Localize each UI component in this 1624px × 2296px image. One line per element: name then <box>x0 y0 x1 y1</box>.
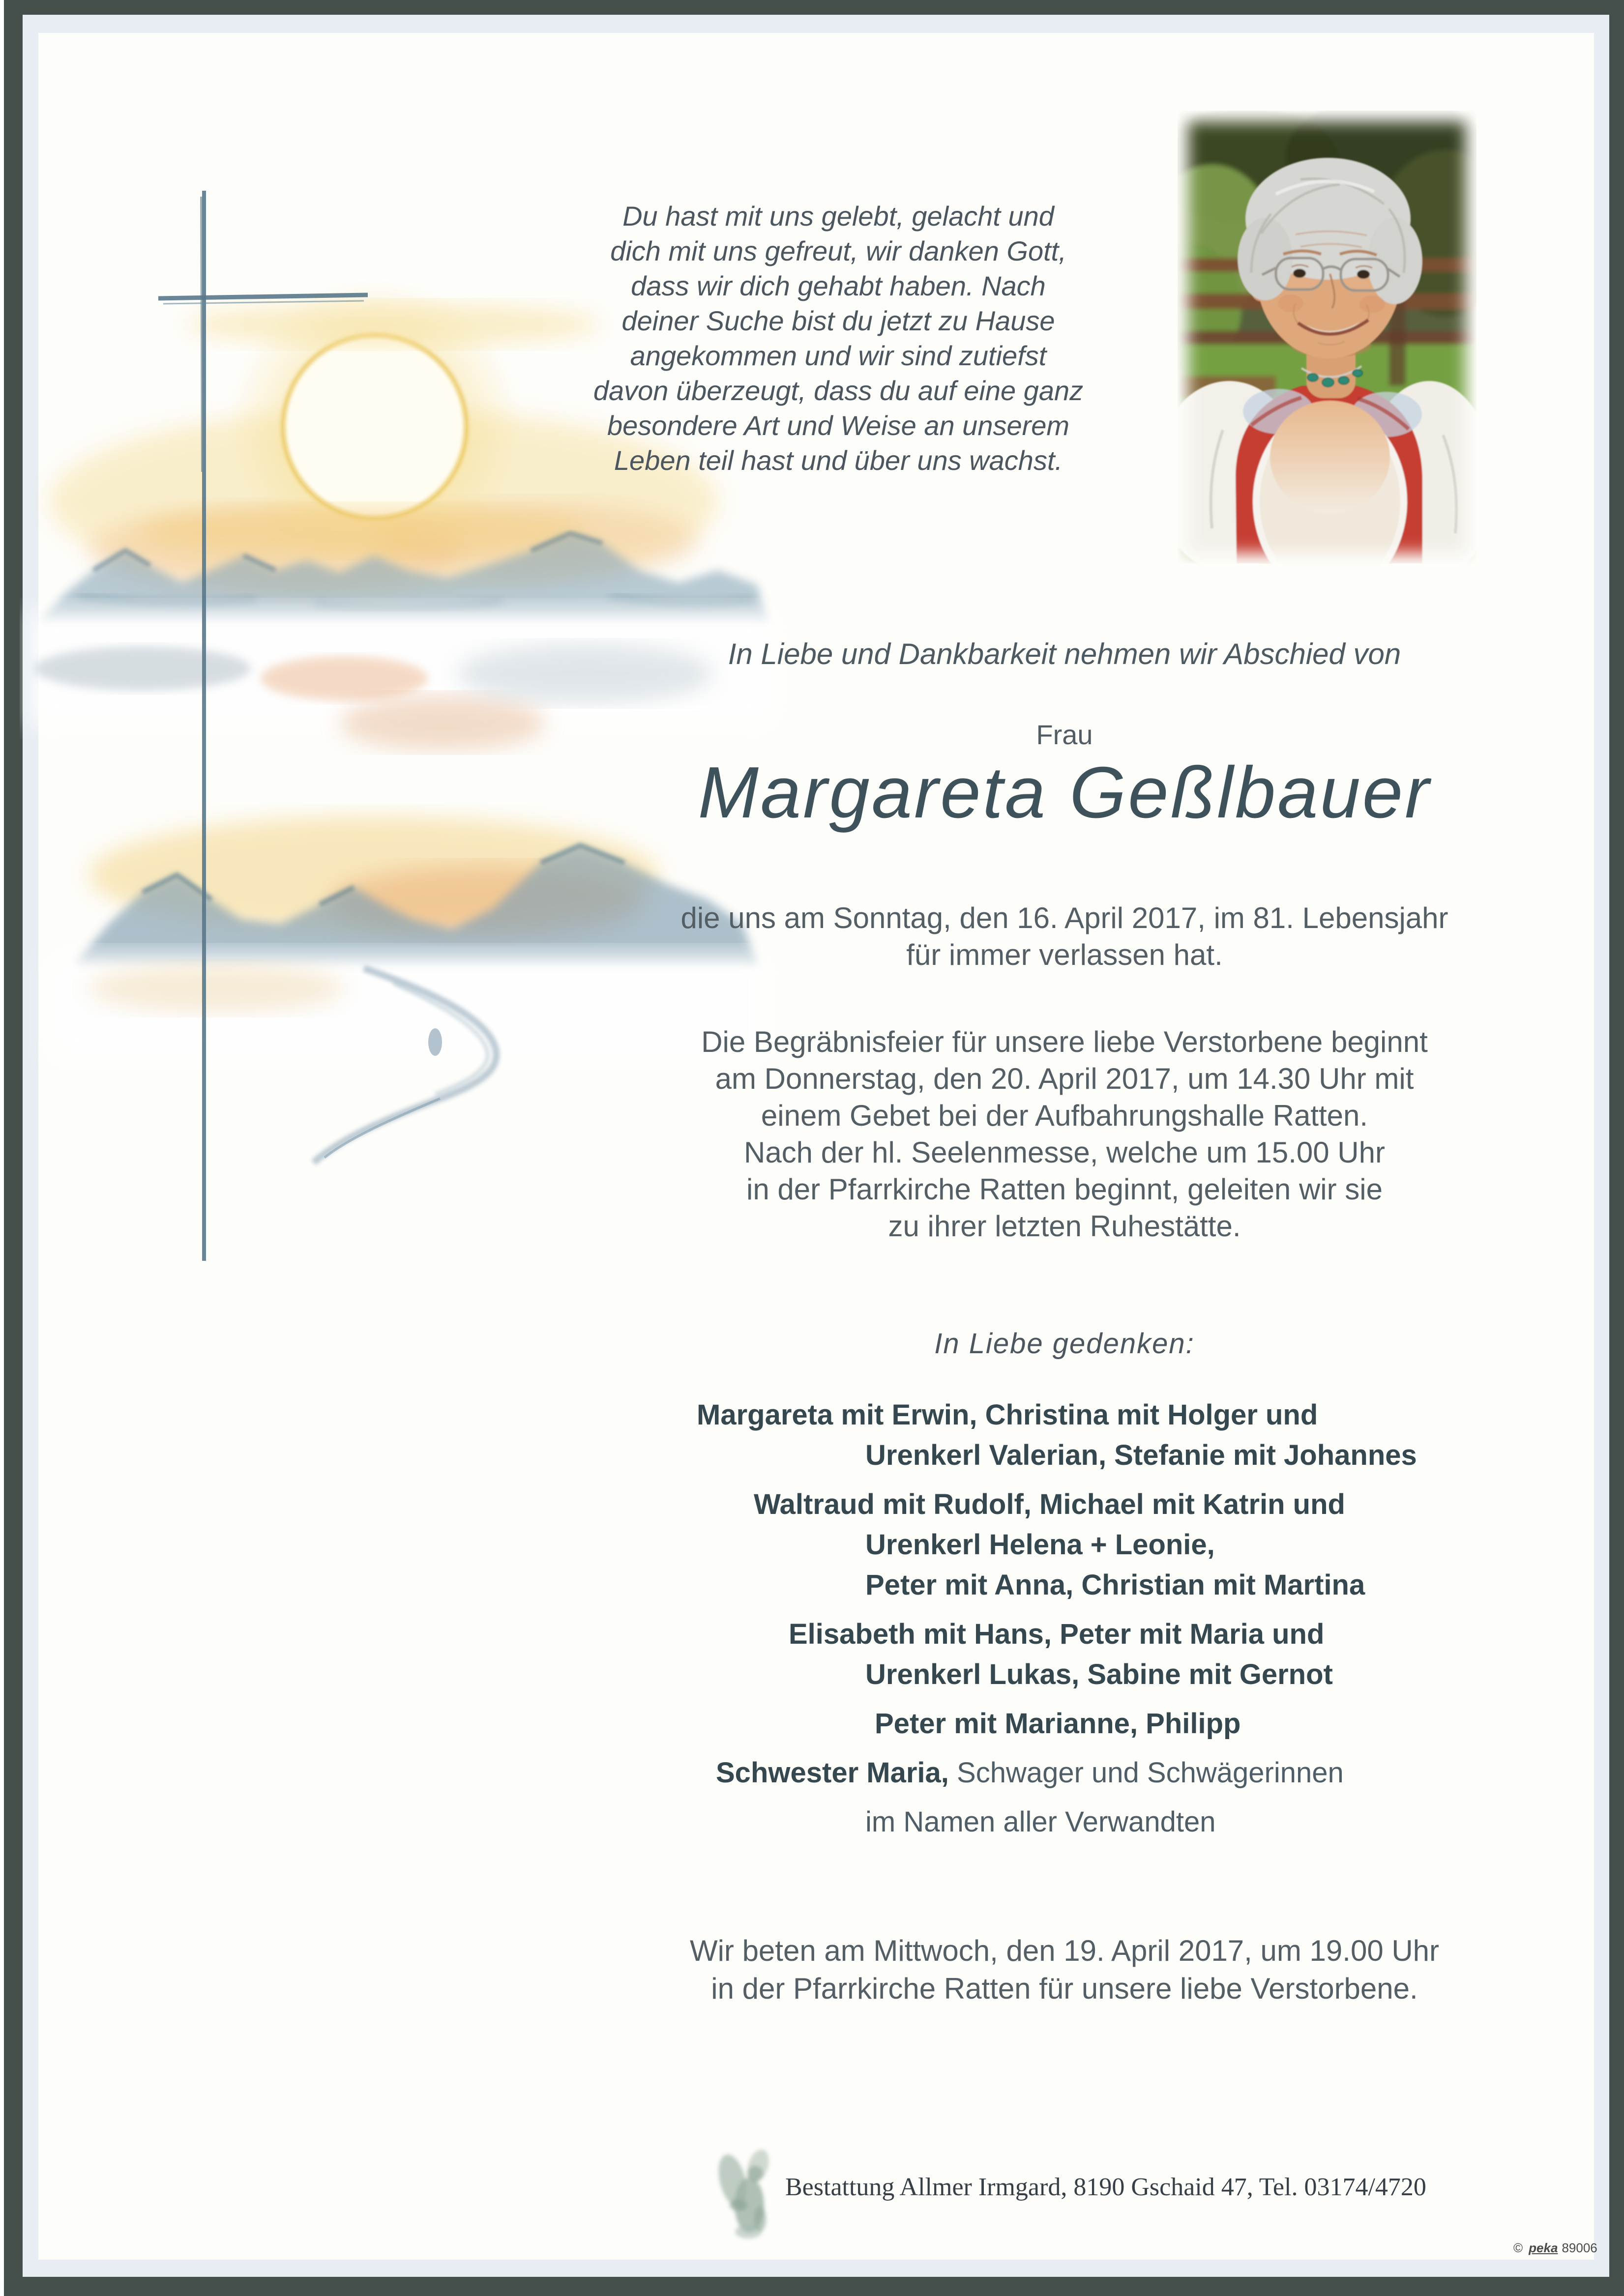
mourner-line <box>875 1704 1573 1744</box>
poem-line: dich mit uns gefreut, wir danken Gott, <box>610 235 1066 266</box>
mourner-line <box>789 1614 1573 1655</box>
poem-line: dass wir dich gehabt haben. Nach <box>631 270 1046 301</box>
mourner-line <box>865 1565 1573 1605</box>
deceased-name: Margareta Geßlbauer <box>698 752 1431 833</box>
farewell-intro-line: In Liebe und Dankbarkeit nehmen wir Abschied von <box>728 638 1401 670</box>
funeral-info-line: in der Pfarrkirche Ratten beginnt, geleiten wir sie <box>746 1173 1383 1206</box>
poem-line: davon überzeugt, dass du auf eine ganz <box>593 375 1084 406</box>
prayer-notice <box>548 1932 1581 2007</box>
mourners-list <box>541 1395 1573 1842</box>
mourner-line <box>697 1395 1573 1435</box>
mourner-line <box>865 1435 1573 1476</box>
mourner-names: Urenkerl Lukas, Sabine mit Gernot <box>865 1658 1333 1690</box>
mourner-line <box>865 1525 1573 1565</box>
death-date-line: die uns am Sonntag, den 16. April 2017, im 81. Lebensjahr <box>680 901 1448 934</box>
salutation: Frau <box>1036 719 1093 750</box>
mourner-line <box>865 1802 1573 1842</box>
poem-line: besondere Art und Weise an unserem <box>607 410 1070 441</box>
angel-logo-icon <box>714 2145 781 2243</box>
mourner-line <box>716 1753 1573 1793</box>
funeral-home-line: Bestattung Allmer Irmgard, 8190 Gschaid 47, Tel. 03174/4720 <box>785 2173 1426 2201</box>
poem-line: Du hast mit uns gelebt, gelacht und <box>622 201 1054 232</box>
mourner-names: Waltraud mit Rudolf, Michael mit Katrin und <box>754 1488 1345 1520</box>
death-date-line: für immer verlassen hat. <box>906 938 1223 971</box>
mourner-names: Elisabeth mit Hans, Peter mit Maria und <box>789 1618 1325 1650</box>
prayer-line: Wir beten am Mittwoch, den 19. April 2017, um 19.00 Uhr <box>689 1934 1440 1967</box>
funeral-info-line: zu ihrer letzten Ruhestätte. <box>888 1210 1241 1243</box>
death-date-block <box>548 900 1581 973</box>
printer-brand: peka <box>1529 2240 1558 2255</box>
mourner-names: Urenkerl Valerian, Stefanie mit Johannes <box>865 1439 1417 1471</box>
poem-line: Leben teil hast und über uns wachst. <box>614 445 1063 476</box>
mourner-names-regular: im Namen aller Verwandten <box>865 1806 1216 1838</box>
funeral-info-block <box>548 1023 1581 1245</box>
copyright-symbol-icon: © <box>1513 2240 1523 2255</box>
poem-line: deiner Suche bist du jetzt zu Hause <box>621 305 1055 336</box>
mourner-names: Margareta mit Erwin, Christina mit Holger und <box>697 1399 1318 1431</box>
mourner-names: Urenkerl Helena + Leonie, <box>865 1529 1215 1561</box>
funeral-info-line: Nach der hl. Seelenmesse, welche um 15.00 Uhr <box>743 1136 1385 1169</box>
mourner-line <box>865 1655 1573 1695</box>
remembrance-heading: In Liebe gedenken: <box>934 1328 1195 1360</box>
printer-copyright-mark <box>1513 2240 1597 2256</box>
funeral-info-line: Die Begräbnisfeier für unsere liebe Verstorbene beginnt <box>701 1025 1428 1058</box>
mourner-names: Schwester Maria, <box>716 1757 949 1789</box>
memorial-poem <box>487 199 1190 478</box>
mourner-names-regular: Schwager und Schwägerinnen <box>948 1757 1344 1789</box>
funeral-info-line: einem Gebet bei der Aufbahrungshalle Ratten. <box>761 1099 1368 1132</box>
poem-line: angekommen und wir sind zutiefst <box>630 340 1047 371</box>
funeral-info-line: am Donnerstag, den 20. April 2017, um 14.30 Uhr mit <box>715 1062 1414 1095</box>
mourner-names: Peter mit Marianne, Philipp <box>875 1708 1241 1740</box>
deceased-photo <box>1178 111 1476 564</box>
prayer-line: in der Pfarrkirche Ratten für unsere liebe Verstorbene. <box>711 1972 1418 2005</box>
mourner-names: Peter mit Anna, Christian mit Martina <box>865 1569 1365 1601</box>
printer-code: 89006 <box>1562 2240 1597 2255</box>
mourner-line <box>754 1484 1573 1525</box>
